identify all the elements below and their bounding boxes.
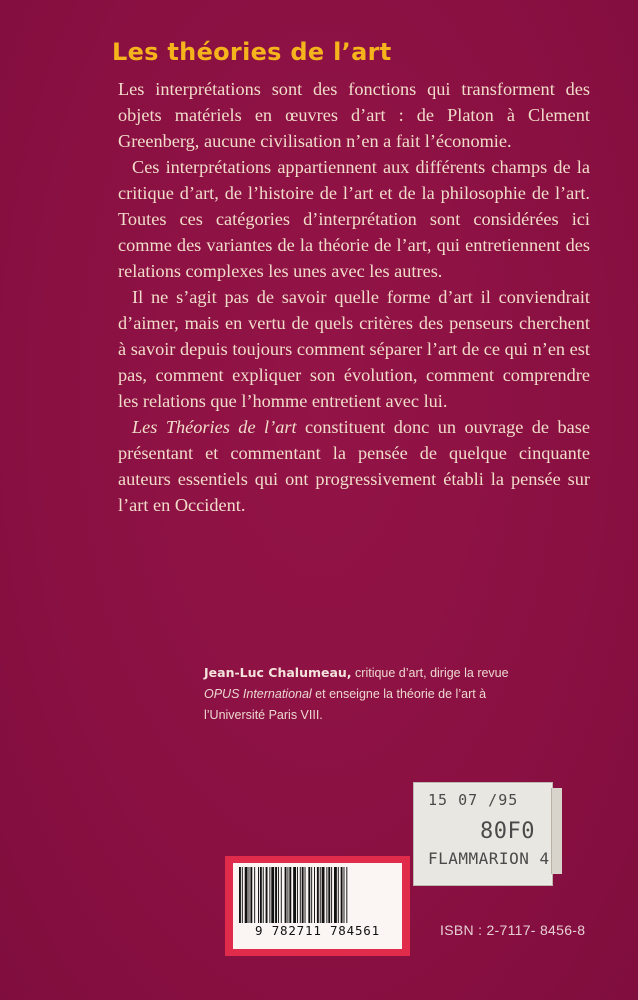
barcode-bar [258, 867, 259, 923]
barcode-bar [242, 867, 243, 923]
title-citation: Les Théories de l’art [132, 417, 297, 437]
barcode-bar [322, 867, 325, 923]
barcode-bar [338, 867, 339, 923]
barcode [233, 863, 402, 949]
sticker-date: 15 07 /95 [428, 791, 519, 809]
barcode-bars [239, 867, 396, 923]
barcode-bar [305, 867, 306, 923]
barcode-bar [317, 867, 319, 923]
barcode-bar [314, 867, 315, 923]
barcode-bar [297, 867, 298, 923]
sticker-publisher: FLAMMARION 4 [428, 849, 550, 868]
barcode-bar [326, 867, 327, 923]
barcode-bar [302, 867, 304, 923]
sticker-price: 80F0 [480, 819, 535, 844]
barcode-frame [225, 856, 410, 956]
barcode-bar [254, 867, 255, 923]
barcode-bar [320, 867, 321, 923]
barcode-bar [266, 867, 268, 923]
author-name: Jean-Luc Chalumeau, [204, 665, 352, 680]
paragraph-4 [118, 414, 590, 518]
barcode-bar [260, 867, 262, 923]
isbn: ISBN : 2-7117- 8456-8 [440, 922, 586, 938]
barcode-bar [328, 867, 330, 923]
paragraph-3: Il ne s’agit pas de savoir quelle forme d’art il conviendrait d’aimer, mais en vertu de quels critères des penseurs cherchent à savoir depuis toujours comment séparer l’art de ce qui n’en est pas, comment expliquer son évolution, comment comprendre les relations que l’homme entretient avec lui. [118, 287, 590, 411]
barcode-bar [281, 867, 282, 923]
paragraph-2: Ces interprétations appartiennent aux différents champs de la critique d’art, de l’histoire de l’art et de la philosophie de l’art. Toutes ces catégories d’interprétation sont considérées ici comme des variantes de la théorie de l’art, qui entretiennent des relations complexes les unes avec les autres. [118, 157, 590, 281]
barcode-bar [263, 867, 264, 923]
barcode-bar [245, 867, 248, 923]
barcode-bar [293, 867, 296, 923]
barcode-bar [285, 867, 287, 923]
barcode-bar [275, 867, 277, 923]
price-sticker [413, 782, 553, 886]
barcode-bar [311, 867, 312, 923]
paragraph-4-text: constituent donc un ouvrage de base présentant et commentant la pensée de quelque cinquante auteurs essentiels qui ont progressivement établi la pensée sur l’art en Occident. [118, 417, 590, 515]
barcode-bar [278, 867, 279, 923]
barcode-bar [249, 867, 250, 923]
journal-name: OPUS International [204, 687, 312, 701]
barcode-bar [269, 867, 270, 923]
author-bio [204, 662, 524, 726]
barcode-bar [300, 867, 301, 923]
barcode-bar [341, 867, 343, 923]
barcode-bar [250, 867, 252, 923]
barcode-bar [289, 867, 291, 923]
barcode-bar [239, 867, 241, 923]
author-bio-part-2: et enseigne la théorie de l’art à l’Université Paris VIII. [204, 687, 487, 722]
book-title: Les théories de l’art [112, 38, 392, 66]
paragraph-1: Les interprétations sont des fonctions qui transforment des objets matériels en œuvres d’art : de Platon à Clement Greenberg, aucune civilisation n’en a fait l’économie. [118, 79, 590, 151]
sticker-edge [551, 788, 562, 874]
blurb [118, 76, 590, 518]
barcode-bar [287, 867, 288, 923]
barcode-digits: 9 782711 784561 [255, 923, 380, 938]
barcode-bar [344, 867, 345, 923]
barcode-bar [346, 867, 347, 923]
barcode-bar [308, 867, 310, 923]
barcode-bar [331, 867, 332, 923]
barcode-bar [334, 867, 337, 923]
author-bio-part-1: critique d’art, dirige la revue [351, 666, 509, 680]
barcode-bar [271, 867, 274, 923]
